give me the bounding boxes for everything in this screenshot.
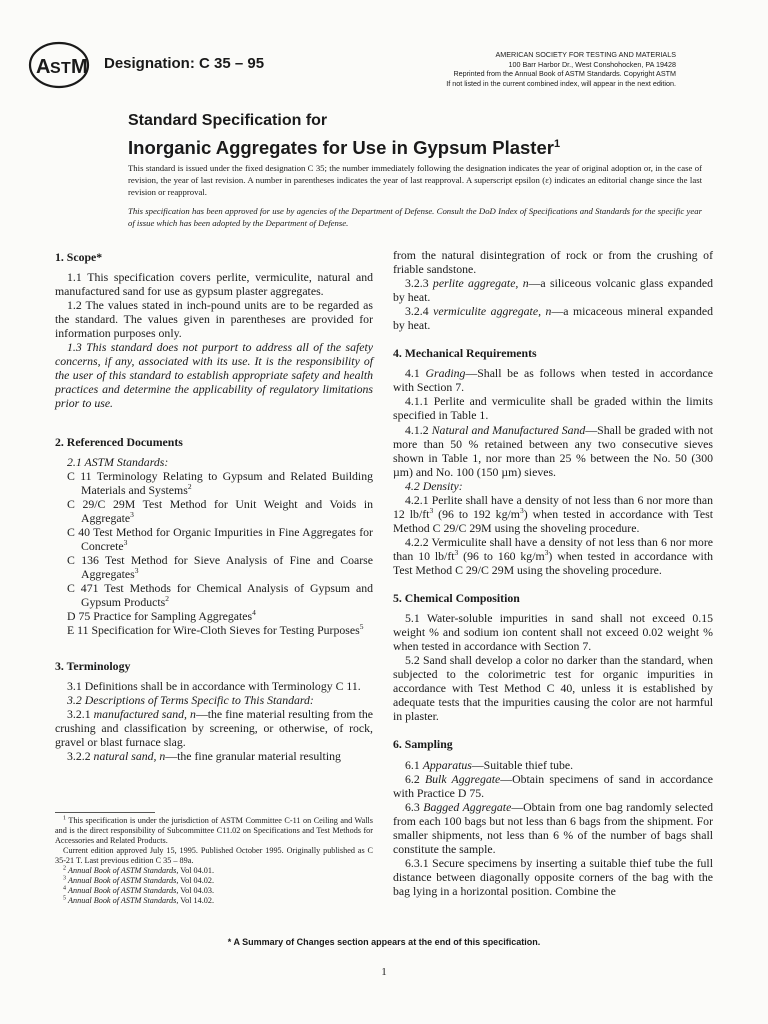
section-heading: 3. Terminology (55, 659, 131, 674)
paragraph: 6.3.1 Secure specimens by inserting a suitable thief tube the full distance between diagonally opposite corners of the bag with the bag lying in a horizontal position. Combine the (393, 855, 713, 898)
document-title (128, 111, 560, 159)
reference-item: C 40 Test Method for Organic Impurities in Fine Aggregates for Concrete$^3$ (67, 524, 373, 553)
paragraph: 3.1 Definitions shall be in accordance with Terminology C 11. (67, 679, 361, 694)
svg-text:M: M (71, 56, 88, 78)
paragraph: 2.1 ASTM Standards: (67, 454, 169, 469)
standard-notice (128, 162, 702, 236)
designation: Designation: C 35 – 95 (104, 55, 265, 72)
publisher-info (416, 50, 676, 89)
section-heading: 6. Sampling (393, 737, 453, 752)
title-line-1: Standard Specification for (128, 112, 328, 129)
paragraph: 4.2 Density: (405, 478, 463, 493)
reference-item: C 29/C 29M Test Method for Unit Weight and Voids in Aggregate$^3$ (67, 496, 373, 525)
right-column (393, 248, 713, 898)
reference-item: E 11 Specification for Wire-Cloth Sieves for Testing Purposes$^5$ (67, 622, 364, 638)
section-heading: 5. Chemical Composition (393, 591, 520, 606)
svg-text:A: A (36, 56, 51, 78)
paragraph: 1.1 This specification covers perlite, vermiculite, natural and manufactured sand for use as gypsum plaster aggregates. (55, 270, 373, 299)
title-line-2: Inorganic Aggregates for Use in Gypsum Plaster$^1$ (128, 137, 561, 159)
paragraph: 6.1 Apparatus—Suitable thief tube. (405, 757, 574, 772)
safety-paragraph: 1.3 This standard does not purport to address all of the safety concerns, if any, associated with its use. It is the responsibility of the user of this standard to establish appropriate safety and health practices and determine the applicability of regulatory limitations prior to use. (55, 340, 373, 411)
definition: 3.2.3 perlite aggregate, n—a siliceous volcanic glass expanded by heat. (393, 276, 713, 305)
section-heading: 4. Mechanical Requirements (393, 346, 537, 361)
footnote: $^5$ Annual Book of ASTM Standards, Vol 14.02. (63, 895, 214, 905)
paragraph: 6.2 Bulk Aggregate—Obtain specimens of sand in accordance with Practice D 75. (393, 771, 713, 800)
paragraph: 5.1 Water-soluble impurities in sand shall not exceed 0.15 weight % and sodium ion content shall not exceed 0.02 weight % when tested in accordance with Section 7. (393, 611, 713, 654)
footnote: Current edition approved July 15, 1995. Published October 1995. Originally published as C 35-21 T. Last previous edition C 35 – 89a. (55, 846, 373, 865)
footnote: $^2$ Annual Book of ASTM Standards, Vol 04.01. (63, 865, 214, 875)
reference-item: C 11 Terminology Relating to Gypsum and Related Building Materials and Systems$^2$ (67, 468, 373, 497)
paragraph-continued: from the natural disintegration of rock or from the crushing of friable sandstone. (393, 248, 713, 277)
svg-text:S: S (50, 60, 61, 77)
reference-item: C 471 Test Methods for Chemical Analysis of Gypsum and Gypsum Products$^2$ (67, 580, 373, 610)
definition: 3.2.4 vermiculite aggregate, n—a micaceous mineral expanded by heat. (393, 304, 713, 333)
footnotes (55, 816, 373, 906)
paragraph: 5.2 Sand shall develop a color no darker than the standard, when subjected to the colorimetric test for organic impurities in accordance with Test Method C 40, unless it is established by adequate tests that the impurities causing the color are not harmful in plaster. (393, 653, 713, 724)
paragraph: 1.2 The values stated in inch-pound units are to be regarded as the standard. The values given in parentheses are provided for information purposes only. (55, 298, 373, 341)
paragraph: 4.2.2 Vermiculite shall have a density of not less than 6 nor more than 10 $lb/ft^3$ (96 to 160 $kg/m^3$) when tested in accordance with Test Method C 29/C 29M using the shoveling procedure. (393, 534, 713, 577)
paragraph: 4.1.1 Perlite and vermiculite shall be graded within the limits specified in Table 1. (393, 394, 713, 423)
paragraph: 4.1 Grading—Shall be as follows when tested in accordance with Section 7. (393, 366, 713, 395)
publisher-line: Reprinted from the Annual Book of ASTM Standards. Copyright ASTM (453, 69, 676, 79)
section-heading: 1. Scope* (55, 250, 103, 264)
footnote: $^4$ Annual Book of ASTM Standards, Vol 04.03. (63, 885, 214, 895)
svg-text:T: T (61, 60, 71, 77)
publisher-line: 100 Barr Harbor Dr., West Conshohocken, PA 19428 (508, 59, 676, 69)
publisher-line: If not listed in the current combined index, will appear in the next edition. (446, 79, 676, 89)
reference-item: C 136 Test Method for Sieve Analysis of Fine and Coarse Aggregates$^3$ (67, 552, 373, 581)
paragraph: 4.2.1 Perlite shall have a density of not less than 6 nor more than 12 $lb/ft^3$ (96 to 192 $kg/m^3$) when tested in accordance with Test Method C 29/C 29M using the shoveling procedure. (393, 492, 713, 535)
paragraph: 3.2 Descriptions of Terms Specific to This Standard: (67, 693, 314, 708)
page-number: 1 (381, 966, 387, 978)
paragraph: 6.3 Bagged Aggregate—Obtain from one bag randomly selected from each 100 bags but not less than 6 bags from the shipment. For smaller shipments, not less than 6 % of the number of bags shall constitute the sample. (393, 799, 713, 856)
reference-item: D 75 Practice for Sampling Aggregates$^4$ (67, 608, 256, 624)
notice-paragraph: This standard is issued under the fixed designation C 35; the number immediately following the designation indicates the year of original adoption or, in the case of revision, the year of last revision. A number in parentheses indicates the year of last reapproval. A superscript epsilon (ε) indicates an editorial change since the last revision or reapproval. (128, 163, 702, 197)
definition: 3.2.2 natural sand, n—the fine granular material resulting (67, 749, 341, 764)
footnote: $^1$ This specification is under the jurisdiction of ASTM Committee C-11 on Ceiling and Walls and is the direct responsibility of Subcommittee C11.02 on Specifications and Test Methods for Accessories and Related Products. (55, 815, 373, 845)
astm-logo (28, 40, 90, 90)
footnote: $^3$ Annual Book of ASTM Standards, Vol 04.02. (63, 875, 214, 885)
publisher-line: AMERICAN SOCIETY FOR TESTING AND MATERIALS (495, 50, 676, 59)
footnote-divider (55, 812, 155, 813)
summary-of-changes-note: * A Summary of Changes section appears at the end of this specification. (227, 937, 541, 947)
logo-letters (36, 56, 88, 78)
section-heading: 2. Referenced Documents (55, 434, 183, 449)
paragraph: 4.1.2 Natural and Manufactured Sand—Shall be graded with not more than 50 % retained between any two consecutive sieves shown in Table 1, nor more than 25 % between the No. 50 (300 µm) and No. 100 (150 µm) sieves. (393, 422, 714, 479)
left-column (55, 250, 373, 764)
dod-notice: This specification has been approved for use by agencies of the Department of Defense. Consult the DoD Index of Specifications and Standards for the specific year of issue which has been adopted by the Department of Defense. (128, 206, 702, 228)
title-footnote-mark: 1 (553, 138, 561, 150)
definition: 3.2.1 manufactured sand, n—the fine material resulting from the crushing and classification by screening, or otherwise, of rock, gravel or blast furnace slag. (55, 707, 373, 750)
